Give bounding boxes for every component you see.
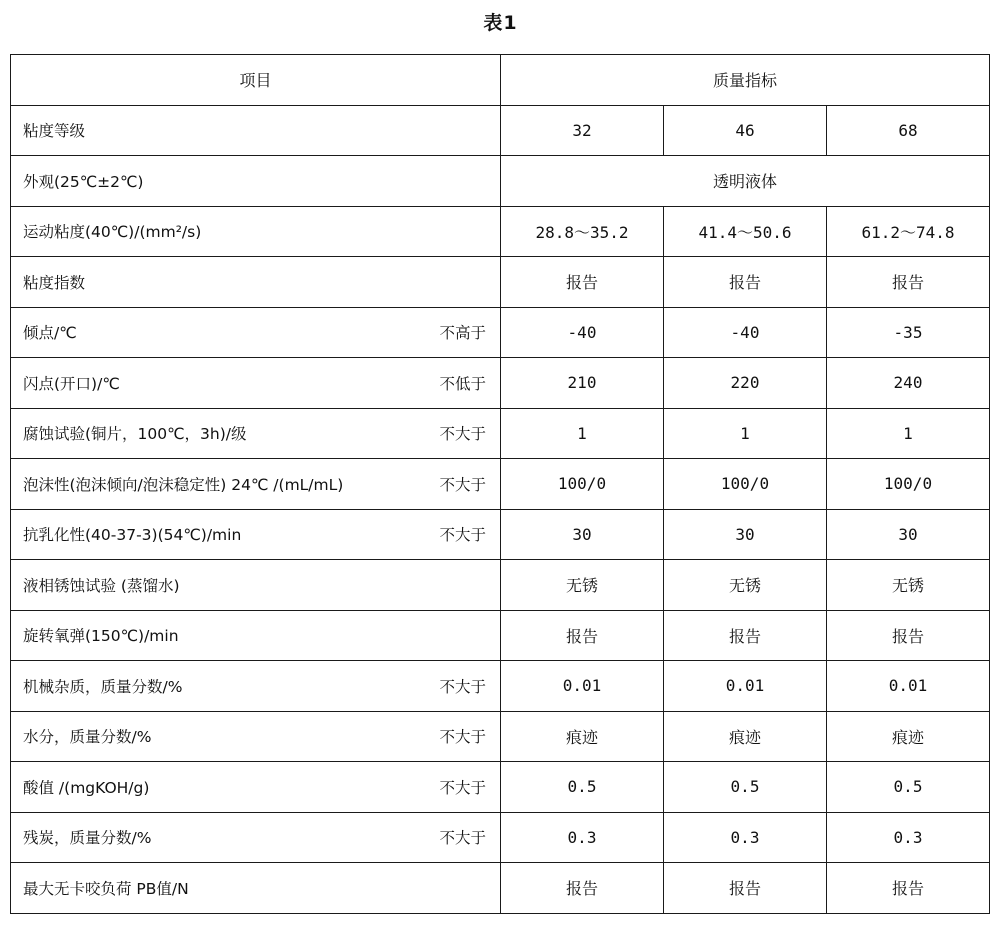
limit-label: 不大于 xyxy=(439,677,486,696)
limit-label: 不大于 xyxy=(439,475,486,494)
property-label: 倾点/℃ xyxy=(23,324,77,343)
spec-value: 30 xyxy=(664,509,827,560)
spec-value: 1 xyxy=(664,408,827,459)
spec-value: 220 xyxy=(664,358,827,409)
grade-value: 46 xyxy=(664,105,827,156)
appearance-label: 外观(25℃±2℃) xyxy=(23,172,144,191)
table-row xyxy=(11,863,990,914)
property-label: 闪点(开口)/℃ xyxy=(23,374,120,393)
property-label: 残炭，质量分数/% xyxy=(23,829,152,848)
property-label: 水分，质量分数/% xyxy=(23,728,152,747)
table-row xyxy=(11,560,990,611)
spec-value: 报告 xyxy=(664,257,827,308)
quality-spec-table xyxy=(10,54,990,914)
limit-label: 不大于 xyxy=(439,526,486,545)
appearance-label-cell xyxy=(11,156,501,207)
spec-value: 报告 xyxy=(501,257,664,308)
spec-value: 报告 xyxy=(501,863,664,914)
property-cell xyxy=(11,206,501,257)
table-row xyxy=(11,358,990,409)
property-label: 泡沫性(泡沫倾向/泡沫稳定性) 24℃ /(mL/mL) xyxy=(23,475,344,494)
spec-value: 0.5 xyxy=(664,762,827,813)
spec-value: 报告 xyxy=(501,610,664,661)
spec-value: 报告 xyxy=(827,610,990,661)
spec-value: 报告 xyxy=(664,863,827,914)
spec-value: 0.5 xyxy=(827,762,990,813)
spec-value: 0.5 xyxy=(501,762,664,813)
spec-value: 100/0 xyxy=(827,459,990,510)
spec-value: 240 xyxy=(827,358,990,409)
limit-label: 不低于 xyxy=(439,374,486,393)
property-cell xyxy=(11,509,501,560)
property-label: 酸值 /(mgKOH/g) xyxy=(23,778,150,797)
spec-value: 30 xyxy=(501,509,664,560)
table-row xyxy=(11,459,990,510)
appearance-row xyxy=(11,156,990,207)
property-label: 抗乳化性(40-37-3)(54℃)/min xyxy=(23,526,242,545)
spec-value: 1 xyxy=(827,408,990,459)
spec-value: 41.4～50.6 xyxy=(664,206,827,257)
table-row xyxy=(11,408,990,459)
table-caption: 表1 xyxy=(483,12,518,34)
table-row xyxy=(11,812,990,863)
grade-label-cell xyxy=(11,105,501,156)
spec-value: 无锈 xyxy=(827,560,990,611)
spec-value: 0.01 xyxy=(501,661,664,712)
property-label: 腐蚀试验(铜片，100℃，3h)/级 xyxy=(23,425,247,444)
spec-value: 0.3 xyxy=(664,812,827,863)
spec-value: 报告 xyxy=(664,610,827,661)
property-cell xyxy=(11,560,501,611)
property-label: 旋转氧弹(150℃)/min xyxy=(23,627,179,646)
spec-value: 100/0 xyxy=(501,459,664,510)
property-cell xyxy=(11,307,501,358)
property-cell xyxy=(11,459,501,510)
spec-value: 0.3 xyxy=(827,812,990,863)
spec-value: -40 xyxy=(501,307,664,358)
property-cell xyxy=(11,863,501,914)
table-row xyxy=(11,257,990,308)
spec-value: 61.2～74.8 xyxy=(827,206,990,257)
limit-label: 不高于 xyxy=(439,324,486,343)
property-cell xyxy=(11,812,501,863)
spec-value: 210 xyxy=(501,358,664,409)
spec-value: 痕迹 xyxy=(501,711,664,762)
grade-value: 32 xyxy=(501,105,664,156)
property-label: 机械杂质，质量分数/% xyxy=(23,677,183,696)
spec-value: 0.3 xyxy=(501,812,664,863)
property-cell xyxy=(11,610,501,661)
property-label: 运动粘度(40℃)/(mm²/s) xyxy=(23,223,202,242)
spec-value: 报告 xyxy=(827,257,990,308)
spec-value: 30 xyxy=(827,509,990,560)
grade-row xyxy=(11,105,990,156)
spec-value: -35 xyxy=(827,307,990,358)
table-row xyxy=(11,762,990,813)
spec-value: 报告 xyxy=(827,863,990,914)
spec-value: 无锈 xyxy=(664,560,827,611)
spec-value: 0.01 xyxy=(664,661,827,712)
property-cell xyxy=(11,358,501,409)
grade-label: 粘度等级 xyxy=(23,122,86,141)
spec-value: -40 xyxy=(664,307,827,358)
property-cell xyxy=(11,661,501,712)
property-cell xyxy=(11,408,501,459)
spec-value: 28.8～35.2 xyxy=(501,206,664,257)
property-label: 粘度指数 xyxy=(23,273,86,292)
appearance-value: 透明液体 xyxy=(501,156,990,207)
limit-label: 不大于 xyxy=(439,728,486,747)
property-label: 液相锈蚀试验 (蒸馏水) xyxy=(23,576,180,595)
property-cell xyxy=(11,257,501,308)
spec-value: 痕迹 xyxy=(827,711,990,762)
table-row xyxy=(11,509,990,560)
table-row xyxy=(11,610,990,661)
property-cell xyxy=(11,711,501,762)
header-row xyxy=(11,55,990,106)
grade-value: 68 xyxy=(827,105,990,156)
table-row xyxy=(11,307,990,358)
spec-value: 0.01 xyxy=(827,661,990,712)
property-cell xyxy=(11,762,501,813)
property-label: 最大无卡咬负荷 PB值/N xyxy=(23,879,189,898)
table-row xyxy=(11,206,990,257)
header-quality: 质量指标 xyxy=(501,55,990,106)
limit-label: 不大于 xyxy=(439,829,486,848)
spec-value: 无锈 xyxy=(501,560,664,611)
limit-label: 不大于 xyxy=(439,425,486,444)
table-row xyxy=(11,661,990,712)
limit-label: 不大于 xyxy=(439,778,486,797)
header-item: 项目 xyxy=(11,55,501,106)
spec-value: 1 xyxy=(501,408,664,459)
table-row xyxy=(11,711,990,762)
spec-value: 100/0 xyxy=(664,459,827,510)
spec-value: 痕迹 xyxy=(664,711,827,762)
